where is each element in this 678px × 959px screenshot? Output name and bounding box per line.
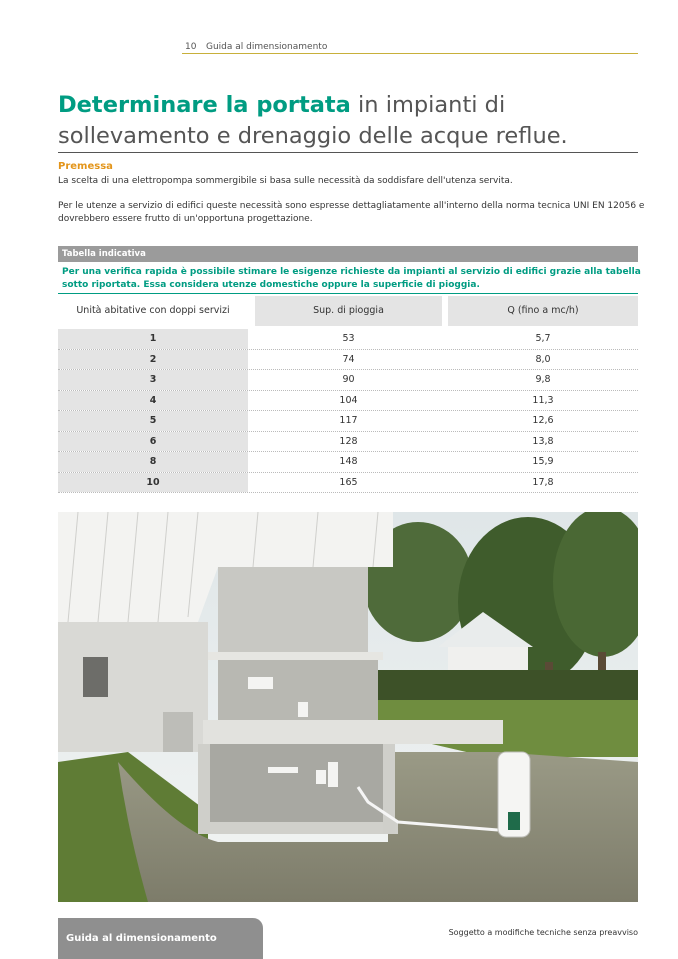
cell-flow: 11,3 bbox=[532, 394, 554, 406]
basement-wall bbox=[198, 744, 210, 834]
floor-slab bbox=[208, 652, 383, 660]
cell-units: 4 bbox=[58, 391, 248, 411]
table-row bbox=[58, 452, 638, 473]
cell-units: 5 bbox=[58, 411, 248, 431]
table-body bbox=[58, 329, 638, 493]
footer-note: Soggetto a modifiche tecniche senza preavviso bbox=[448, 928, 638, 937]
cell-surface: 128 bbox=[339, 435, 358, 447]
cell-units: 6 bbox=[58, 432, 248, 452]
intro-rule bbox=[58, 293, 638, 294]
page-number: 10 bbox=[185, 42, 197, 52]
cell-surface: 165 bbox=[339, 476, 358, 488]
basement-tank bbox=[328, 762, 338, 787]
cell-units: 8 bbox=[58, 452, 248, 472]
table-row bbox=[58, 350, 638, 371]
cell-flow: 13,8 bbox=[532, 435, 554, 447]
title-rest: in impianti di sollevamento e drenaggio delle acque reflue. bbox=[58, 92, 568, 149]
premessa-paragraph-2: Per le utenze a servizio di edifici queste necessità sono espresse dettagliatamente all'interno della norma tecnica UNI EN 12056 e dovrebbero essere frutto di un'opportuna progettazione. bbox=[58, 201, 645, 224]
header-rule bbox=[182, 53, 638, 54]
title-rule bbox=[58, 152, 638, 153]
cell-surface: 148 bbox=[339, 456, 358, 467]
cell-flow: 9,8 bbox=[535, 374, 551, 385]
ground-slab bbox=[203, 720, 503, 744]
cell-flow: 8,0 bbox=[535, 353, 551, 365]
window bbox=[83, 657, 108, 697]
cell-surface: 53 bbox=[342, 333, 355, 344]
table-row bbox=[58, 370, 638, 391]
cell-units: 1 bbox=[58, 329, 248, 349]
cell-flow: 5,7 bbox=[535, 333, 551, 344]
premessa-paragraph-1: La scelta di una elettropompa sommergibile si basa sulle necessità da soddisfare dell'utenza servita. bbox=[58, 176, 513, 186]
cell-surface: 104 bbox=[339, 394, 358, 406]
cell-units: 2 bbox=[58, 350, 248, 370]
table-row bbox=[58, 391, 638, 412]
basement-room bbox=[208, 744, 388, 829]
cell-surface: 117 bbox=[339, 415, 358, 426]
cell-flow: 12,6 bbox=[532, 415, 554, 426]
cell-flow: 17,8 bbox=[532, 476, 554, 488]
toilet bbox=[298, 702, 308, 717]
page-title bbox=[58, 90, 648, 152]
cell-units: 10 bbox=[58, 473, 248, 493]
cell-surface: 90 bbox=[342, 374, 355, 385]
cell-flow: 15,9 bbox=[532, 456, 554, 467]
sink bbox=[248, 677, 273, 689]
premessa-label: Premessa bbox=[58, 161, 113, 172]
title-highlight: Determinare la portata bbox=[58, 92, 351, 118]
table-row bbox=[58, 411, 638, 432]
cell-units: 3 bbox=[58, 370, 248, 390]
station-pump bbox=[508, 812, 520, 830]
footer-section-tab: Guida al dimensionamento bbox=[58, 918, 263, 959]
column-header-flow: Q (fino a mc/h) bbox=[448, 296, 638, 326]
column-header-units: Unità abitative con doppi servizi bbox=[58, 296, 248, 326]
house-cutaway-illustration bbox=[58, 512, 638, 902]
hedge bbox=[363, 670, 638, 700]
basement-floor bbox=[198, 822, 398, 834]
door bbox=[163, 712, 193, 752]
table-header: Tabella indicativa bbox=[58, 246, 638, 262]
upper-floor-room bbox=[218, 567, 368, 657]
running-header: Guida al dimensionamento bbox=[206, 42, 328, 52]
column-header-rain-surface: Sup. di pioggia bbox=[255, 296, 442, 326]
cell-surface: 74 bbox=[342, 353, 355, 365]
table-intro: Per una verifica rapida è possibile stimare le esigenze richieste da impianti al servizio di edifici grazie alla tabella sotto riportata. Essa considera utenze domestiche oppure la superficie di pioggia. bbox=[62, 267, 641, 290]
neighbor-house bbox=[448, 647, 528, 672]
table-row bbox=[58, 329, 638, 350]
table-row bbox=[58, 432, 638, 453]
table-row bbox=[58, 473, 638, 494]
basement-sink bbox=[268, 767, 298, 773]
basement-toilet bbox=[316, 770, 326, 784]
